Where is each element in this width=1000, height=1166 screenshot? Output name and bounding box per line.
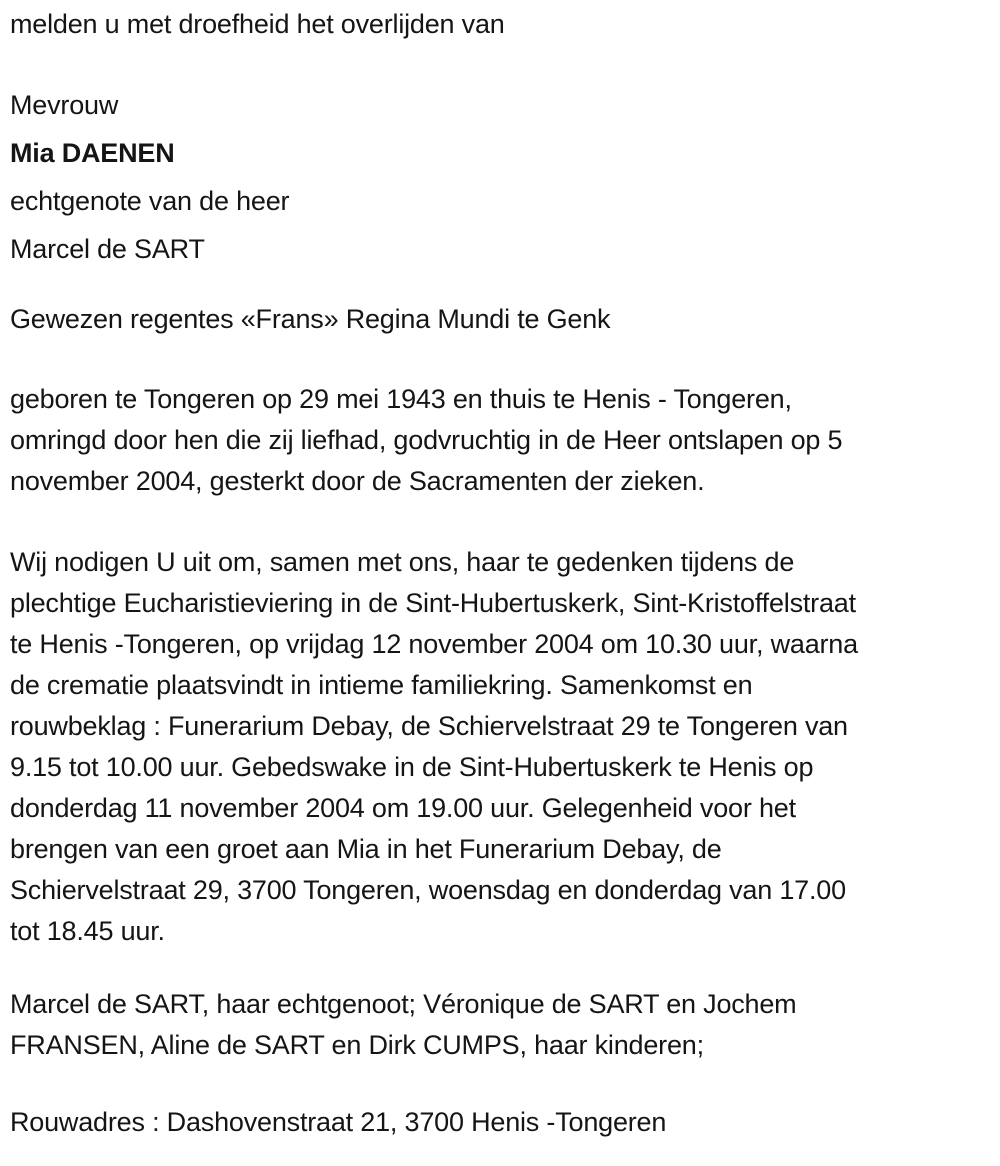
text-line: te Henis -Tongeren, op vrijdag 12 november 2004 om 10.30 uur, waarna xyxy=(10,629,858,659)
mourning-address: Rouwadres : Dashovenstraat 21, 3700 Henis -Tongeren xyxy=(10,1107,667,1137)
family-paragraph xyxy=(10,984,992,1066)
deceased-name: Mia DAENEN xyxy=(10,138,175,168)
spouse-name: Marcel de SART xyxy=(10,234,205,264)
text-line: 9.15 tot 10.00 uur. Gebedswake in de Sint-Hubertuskerk te Henis op xyxy=(10,752,814,782)
intro-line: melden u met droefheid het overlijden van xyxy=(10,9,505,39)
text-line: FRANSEN, Aline de SART en Dirk CUMPS, haar kinderen; xyxy=(10,1030,704,1060)
relation-line: echtgenote van de heer xyxy=(10,186,290,216)
text-line: plechtige Eucharistieviering in de Sint-Hubertuskerk, Sint-Kristoffelstraat xyxy=(10,588,856,618)
text-line: november 2004, gesterkt door de Sacramenten der zieken. xyxy=(10,466,705,496)
text-line: rouwbeklag : Funerarium Debay, de Schiervelstraat 29 te Tongeren van xyxy=(10,711,848,741)
deceased-header xyxy=(10,85,992,270)
text-line: Marcel de SART, haar echtgenoot; Véronique de SART en Jochem xyxy=(10,989,797,1019)
text-line: omringd door hen die zij liefhad, godvruchtig in de Heer ontslapen op 5 xyxy=(10,425,843,455)
text-line: Wij nodigen U uit om, samen met ons, haar te gedenken tijdens de xyxy=(10,547,795,577)
ceremony-paragraph xyxy=(10,542,992,952)
salutation: Mevrouw xyxy=(10,90,119,120)
text-line: de crematie plaatsvindt in intieme familiekring. Samenkomst en xyxy=(10,670,753,700)
text-line: tot 18.45 uur. xyxy=(10,916,165,946)
text-line: Schiervelstraat 29, 3700 Tongeren, woensdag en donderdag van 17.00 xyxy=(10,875,846,905)
profession-line: Gewezen regentes «Frans» Regina Mundi te Genk xyxy=(10,304,611,334)
text-line: brengen van een groet aan Mia in het Funerarium Debay, de xyxy=(10,834,722,864)
birth-death-paragraph xyxy=(10,379,992,502)
text-line: donderdag 11 november 2004 om 19.00 uur. Gelegenheid voor het xyxy=(10,793,796,823)
text-line: geboren te Tongeren op 29 mei 1943 en thuis te Henis - Tongeren, xyxy=(10,384,792,414)
